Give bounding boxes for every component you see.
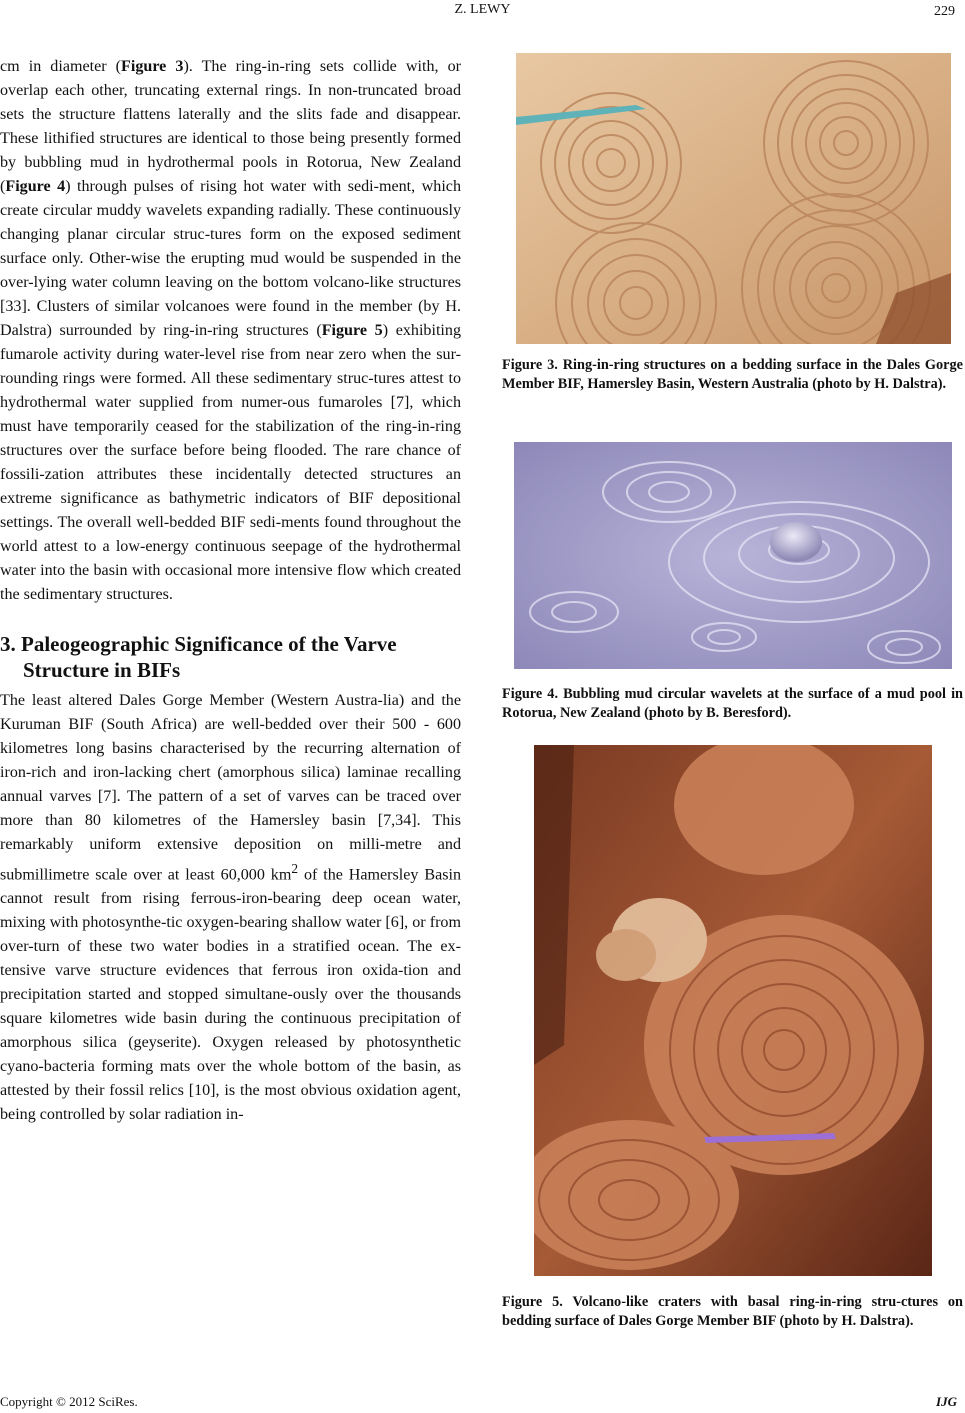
page-number: 229 [934, 4, 955, 19]
footer-journal: IJG [936, 1394, 957, 1409]
figure-reference: Figure 3 [121, 58, 184, 75]
paragraph-2: The least altered Dales Gorge Member (Western Austra-lia) and the Kuruman BIF (South Africa) are well-bedded over their 500 - 600 kilometres long basins characterised by the recurring alternation of iron-rich and iron-lacking chert (amorphous silica) laminae recalling annual varves [7]. The pattern of a set of varves can be traced over more than 80 kilometres of the Hamersley basin [7,34]. This remarkably uniform extensive deposition on milli-metre and submillimetre scale over at least 60,000 $km^2$ of the Hamersley Basin cannot result from rising ferrous-iron-bearing deep ocean water, mixing with photosynthe-tic oxygen-bearing shallow water [6], or from over-turn of these two water bodies in a stratified ocean. The ex-tensive varve structure evidences that ferrous iron oxida-tion and precipitation started and stopped simultane-ously over the thousands square kilometres wide basin during the continuous precipitation of amorphous silica (geyserite). Oxygen released by photosynthetic cyano-bacteria forming mats over the whole bottom of the basin, as attested by their fossil relics [10], is the most obvious oxidation agent, being controlled by solar radiation in- [0, 692, 462, 1124]
figure-5-image [534, 745, 932, 1276]
paragraph-1: cm in diameter (Figure 3). The ring-in-ring sets collide with, or overlap each other, truncating external rings. In non-truncated broad sets the structure flattens laterally and the slits fade and disappear. These lithified structures are identical to those being presently formed by bubbling mud in hydrothermal pools in Rotorua, New Zealand (Figure 4) through pulses of rising hot water with sedi-ment, which create circular muddy wavelets expanding radially. These continuously changing planar circular struc-tures form on the exposed sediment surface only. Other-wise the erupting mud would be suspended in the over-lying water column leaving on the bottom volcano-like structures [33]. Clusters of similar volcanoes were found in the member (by H. Dalstra) surrounded by ring-in-ring structures (Figure 5) exhibiting fumarole activity during water-level rise from near zero when the sur-rounding rings were formed. All these sedimentary struc-tures attest to hydrothermal water supplied from numer-ous fumaroles [7], which must have temporarily ceased for the stabilization of the ring-in-ring structures over the surface before being flooded. The rare chance of fossili-zation attributes these incidentally detected structures an extreme significance as bathymetric indicators of BIF depositional settings. The overall well-bedded BIF sedi-ments found throughout the world attest to a low-energy continuous seepage of the hydrothermal water into the basin with occasional more intensive flow which created the sedimentary structures. [0, 58, 461, 603]
left-column [0, 55, 461, 1127]
figure-4-image [514, 442, 952, 669]
footer-copyright: Copyright © 2012 SciRes. [0, 1394, 138, 1409]
figure-reference: Figure 5 [321, 322, 383, 339]
figure-4-caption: Figure 4. Bubbling mud circular wavelets at the surface of a mud pool in Rotorua, New Zealand (photo by B. Beresford). [502, 686, 963, 721]
running-header-author: Z. LEWY [454, 2, 511, 17]
figure-3-image [516, 53, 951, 344]
figure-5-photo [534, 745, 932, 1276]
figure-reference: Figure 4 [5, 178, 66, 195]
figure-3-caption: Figure 3. Ring-in-ring structures on a bedding surface in the Dales Gorge Member BIF, Hamersley Basin, Western Australia (photo by H. Dalstra). [502, 357, 963, 392]
section-3-heading: 3. Paleogeographic Significance of the Varve Structure in BIFs [0, 632, 397, 682]
figure-3-photo [516, 53, 951, 344]
superscript: 2 [291, 861, 299, 876]
figure-4-photo [514, 442, 952, 669]
figure-5-caption: Figure 5. Volcano-like craters with basal ring-in-ring stru-ctures on bedding surface of Dales Gorge Member BIF (photo by H. Dalstra). [502, 1294, 963, 1329]
